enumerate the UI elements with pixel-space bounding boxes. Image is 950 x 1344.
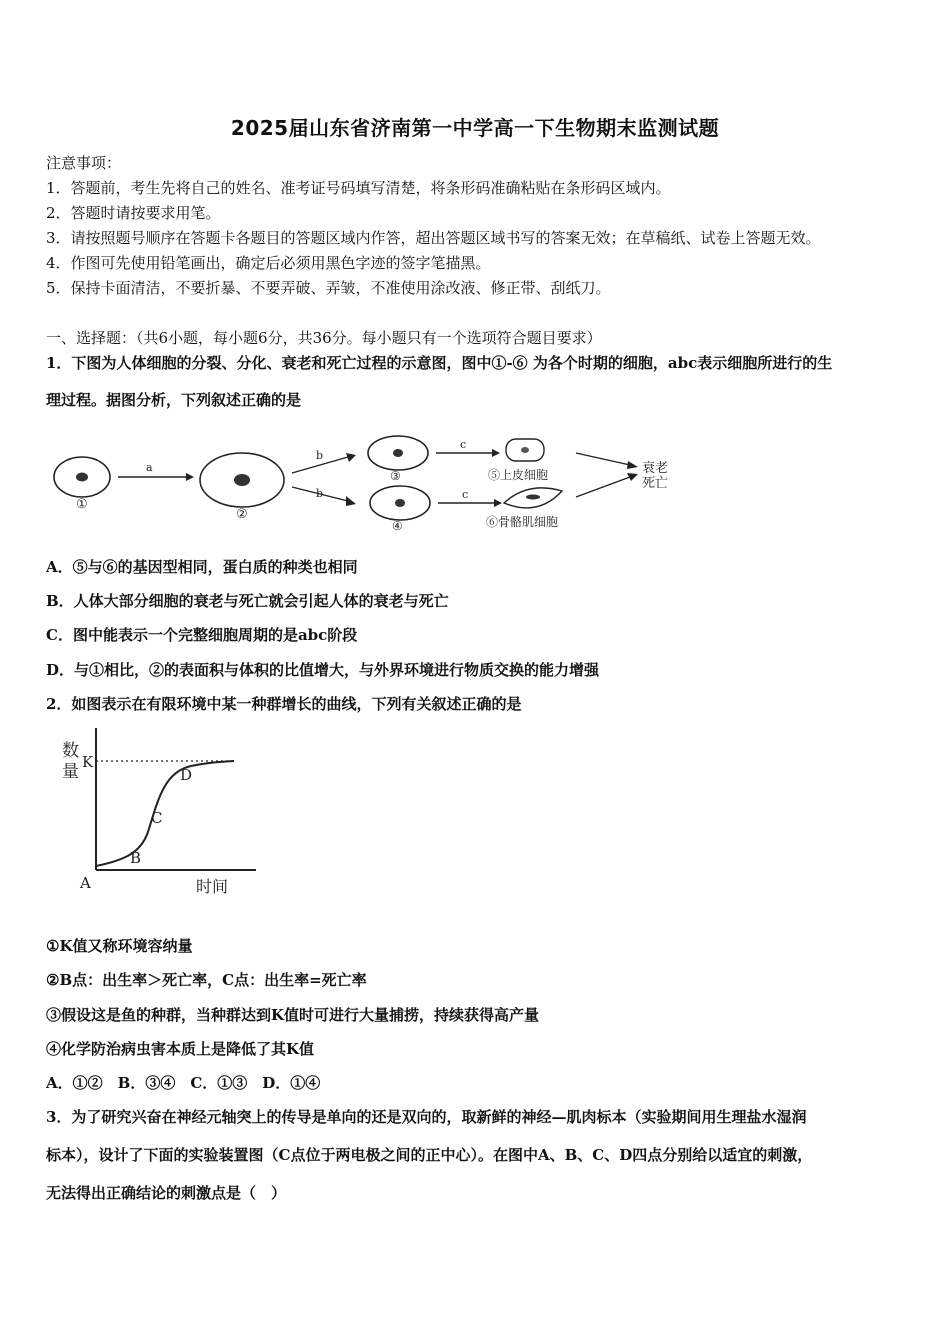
arrow-a-label: a xyxy=(146,461,153,474)
k-label: K xyxy=(82,753,94,771)
notice-item: 3．请按照题号顺序在答题卡各题目的答题区域内作答，超出答题区域书写的答案无效；在草稿纸、试卷上答题无效。 xyxy=(46,229,821,247)
q2-statement-2: ②B点：出生率＞死亡率，C点：出生率=死亡率 xyxy=(46,971,367,989)
q2-options: A．①② B．③④ C．①③ D．①④ xyxy=(46,1074,321,1092)
q1-option-a: A．⑤与⑥的基因型相同，蛋白质的种类也相同 xyxy=(46,558,358,576)
q2-statement-1: ①K值又称环境容纳量 xyxy=(46,937,193,955)
cell-1-nucleus xyxy=(76,473,88,482)
s-curve xyxy=(96,761,234,866)
notice-item: 1．答题前，考生先将自己的姓名、准考证号码填写清楚，将条形码准确粘贴在条形码区域内。 xyxy=(46,179,671,197)
q2-growth-curve xyxy=(56,720,276,900)
point-d-label: D xyxy=(180,766,193,784)
arrow-c-up-label: c xyxy=(460,438,467,451)
point-b-label: B xyxy=(130,849,142,867)
cell-5-label: ⑤上皮细胞 xyxy=(488,468,549,482)
cell-2-nucleus xyxy=(234,474,250,486)
cell-5-nucleus xyxy=(521,447,529,453)
q3-stem-line1: 3．为了研究兴奋在神经元轴突上的传导是单向的还是双向的，取新鲜的神经—肌肉标本（实验期间用生理盐水湿润 xyxy=(46,1108,807,1126)
point-a-label: A xyxy=(80,874,91,892)
q2-stem: 2．如图表示在有限环境中某一种群增长的曲线，下列有关叙述正确的是 xyxy=(46,695,522,713)
cell-1-label: ① xyxy=(76,497,88,512)
cell-2-label: ② xyxy=(236,507,248,522)
notice-item: 4．作图可先使用铅笔画出，确定后必须用黑色字迹的签字笔描黑。 xyxy=(46,254,491,272)
q1-cell-diagram xyxy=(46,425,706,535)
cell-4-label: ④ xyxy=(392,519,403,533)
q1-stem-line1: 1．下图为人体细胞的分裂、分化、衰老和死亡过程的示意图，图中①-⑥ 为各个时期的细胞，abc表示细胞所进行的生 xyxy=(46,354,833,372)
cell-6-label: ⑥骨骼肌细胞 xyxy=(486,515,559,529)
q1-option-b: B．人体大部分细胞的衰老与死亡就会引起人体的衰老与死亡 xyxy=(46,592,449,610)
notice-item: 2．答题时请按要求用笔。 xyxy=(46,204,221,222)
cell-3-label: ③ xyxy=(390,469,401,483)
notice-heading: 注意事项： xyxy=(46,154,122,172)
arrow-to-end-1 xyxy=(576,453,630,465)
arrow-b-down-label: b xyxy=(316,487,324,500)
cell-3-nucleus xyxy=(393,449,403,457)
q1-stem-line2: 理过程。据图分析，下列叙述正确的是 xyxy=(46,391,302,409)
q2-statement-4: ④化学防治病虫害本质上是降低了其K值 xyxy=(46,1040,315,1058)
end-label-1: 衰老 xyxy=(642,461,669,476)
point-c-label: C xyxy=(151,809,163,827)
cell-6-nucleus xyxy=(526,495,540,500)
end-label-2: 死亡 xyxy=(642,476,669,491)
y-label-2: 量 xyxy=(62,762,79,782)
arrow-to-end-2 xyxy=(576,477,630,497)
q2-statement-3: ③假设这是鱼的种群，当种群达到K值时可进行大量捕捞，持续获得高产量 xyxy=(46,1006,540,1024)
section-heading: 一、选择题：（共6小题，每小题6分，共36分。每小题只有一个选项符合题目要求） xyxy=(46,329,602,347)
notice-item: 5．保持卡面清洁，不要折暴、不要弄破、弄皱，不准使用涂改液、修正带、刮纸刀。 xyxy=(46,279,611,297)
x-label: 时间 xyxy=(196,877,229,896)
arrow-b-up-label: b xyxy=(316,449,324,462)
page-title: 2025届山东省济南第一中学高一下生物期末监测试题 xyxy=(230,116,720,140)
arrow-c-down-label: c xyxy=(462,488,469,501)
q3-stem-line3: 无法得出正确结论的刺激点是（ ） xyxy=(46,1184,287,1202)
y-label-1: 数 xyxy=(62,741,79,761)
q3-stem-line2: 标本），设计了下面的实验装置图（C点位于两电极之间的正中心）。在图中A、B、C、D四点分别给以适宜的刺激， xyxy=(46,1146,813,1164)
q1-option-d: D．与①相比，②的表面积与体积的比值增大，与外界环境进行物质交换的能力增强 xyxy=(46,661,600,679)
q1-option-c: C．图中能表示一个完整细胞周期的是abc阶段 xyxy=(46,626,358,644)
cell-4-nucleus xyxy=(395,499,405,507)
